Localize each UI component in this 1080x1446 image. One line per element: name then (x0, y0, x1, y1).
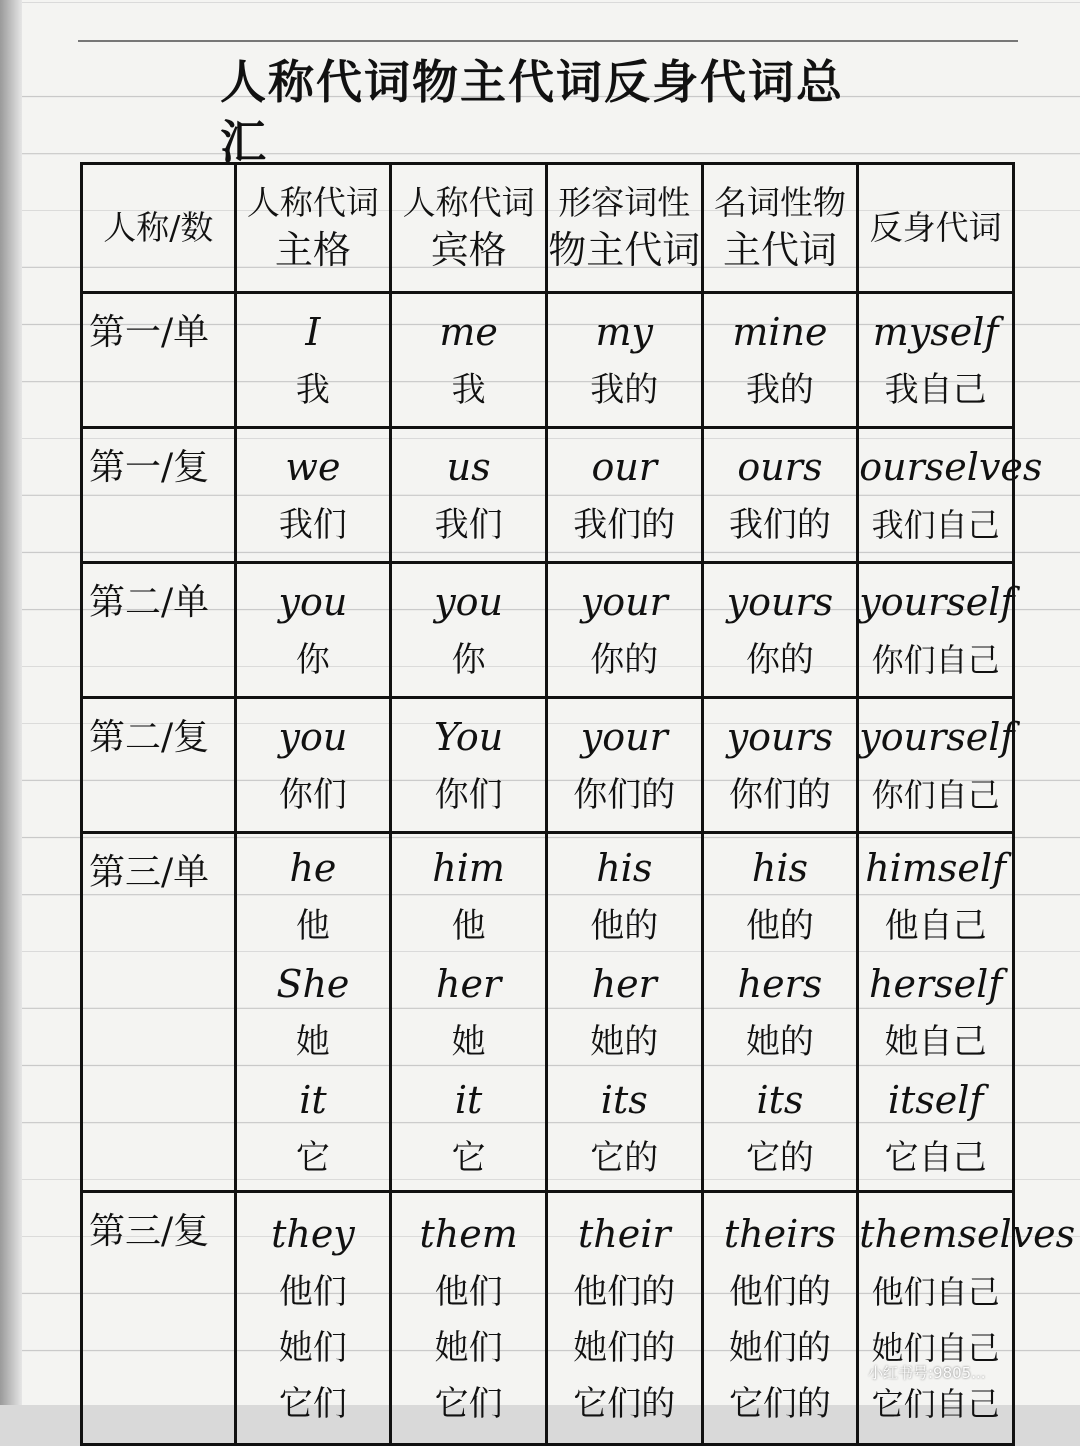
page-binding-edge (0, 0, 22, 1405)
chinese-meaning: 你们自己 (871, 641, 1000, 679)
pronoun-cell (858, 1192, 1076, 1445)
chinese-meaning: 他们自己 (871, 1273, 1000, 1311)
english-pronoun: you (278, 715, 348, 759)
english-pronoun: her (436, 962, 502, 1006)
english-pronoun: you (434, 580, 504, 624)
chinese-meaning: 你们 (434, 775, 503, 815)
header-nominal-possessive (702, 164, 858, 293)
chinese-meaning: 他们 (434, 1272, 503, 1312)
chinese-meaning: 它 (295, 1138, 330, 1178)
chinese-meaning: 你 (451, 640, 486, 680)
header-object-pronoun (391, 164, 547, 293)
chinese-meaning: 他们 (278, 1272, 347, 1312)
header-sublabel: 宾格 (430, 228, 507, 272)
header-reflexive-pronoun (858, 164, 1014, 293)
chinese-meaning: 她们的 (728, 1328, 831, 1368)
english-pronoun: you (278, 580, 348, 624)
chinese-meaning: 他们的 (573, 1272, 676, 1312)
header-row (82, 164, 1014, 293)
pronoun-cell (546, 293, 702, 428)
english-pronoun: they (271, 1212, 355, 1256)
english-pronoun: my (595, 310, 654, 354)
chinese-meaning: 我们的 (573, 505, 676, 545)
english-pronoun: your (580, 580, 668, 624)
pronoun-cell (858, 428, 1043, 563)
english-pronoun: it (454, 1078, 483, 1122)
english-pronoun: itself (887, 1078, 984, 1122)
chinese-meaning: 它们的 (573, 1384, 676, 1424)
pronoun-cell (235, 833, 391, 1192)
pronoun-cell (858, 698, 1014, 833)
english-pronoun: hers (737, 962, 823, 1006)
pronoun-cell (391, 698, 547, 833)
english-pronoun: them (419, 1212, 518, 1256)
pronoun-cell (702, 293, 858, 428)
table-row (82, 293, 1014, 428)
chinese-meaning: 你 (295, 640, 330, 680)
chinese-meaning: 她们自己 (871, 1329, 1000, 1367)
english-pronoun: myself (872, 310, 999, 354)
english-pronoun: his (751, 846, 809, 890)
header-label: 人称代词 (246, 183, 379, 222)
pronoun-cell (546, 698, 702, 833)
chinese-meaning: 他自己 (884, 906, 987, 946)
pronoun-cell (391, 1192, 547, 1445)
chinese-meaning: 我 (451, 370, 486, 410)
english-pronoun: yours (726, 580, 834, 624)
english-pronoun: mine (732, 310, 828, 354)
english-pronoun: You (434, 715, 504, 759)
chinese-meaning: 他们的 (728, 1272, 831, 1312)
chinese-meaning: 它自己 (884, 1138, 987, 1178)
english-pronoun: him (432, 846, 505, 890)
pronoun-cell (391, 293, 547, 428)
chinese-meaning: 我们 (434, 505, 503, 545)
table-row (82, 833, 1014, 1192)
chinese-meaning: 他 (451, 906, 486, 946)
chinese-meaning: 我们自己 (871, 506, 1000, 544)
top-ruled-line (78, 40, 1018, 42)
person-number-cell: 第一/单 (82, 293, 236, 428)
table-body (82, 293, 1076, 1445)
chinese-meaning: 我的 (590, 370, 659, 410)
english-pronoun: me (439, 310, 498, 354)
person-number-cell: 第二/单 (82, 563, 236, 698)
chinese-meaning: 我的 (745, 370, 814, 410)
english-pronoun: yours (726, 715, 834, 759)
pronoun-cell (858, 293, 1014, 428)
chinese-meaning: 我自己 (884, 370, 987, 410)
header-sublabel: 主代词 (722, 228, 837, 272)
pronoun-cell (702, 833, 858, 1192)
chinese-meaning: 他的 (745, 906, 814, 946)
chinese-meaning: 她自己 (884, 1022, 987, 1062)
chinese-meaning: 你的 (590, 640, 659, 680)
english-pronoun: herself (868, 962, 1003, 1006)
english-pronoun: its (756, 1078, 804, 1122)
person-number-cell: 第二/复 (82, 698, 236, 833)
pronoun-cell (235, 563, 391, 698)
header-sublabel: 物主代词 (548, 228, 701, 272)
chinese-meaning: 我 (295, 370, 330, 410)
chinese-meaning: 她们 (278, 1328, 347, 1368)
english-pronoun: her (591, 962, 657, 1006)
chinese-meaning: 她的 (745, 1022, 814, 1062)
pronoun-cell (858, 563, 1014, 698)
english-pronoun: She (276, 962, 350, 1006)
pronoun-cell (858, 833, 1014, 1192)
chinese-meaning: 它们的 (728, 1384, 831, 1424)
english-pronoun: yourself (859, 580, 1015, 624)
english-pronoun: we (285, 445, 341, 489)
chinese-meaning: 它们 (278, 1384, 347, 1424)
table-row (82, 698, 1014, 833)
table-row (82, 1192, 1014, 1445)
english-pronoun: he (289, 846, 337, 890)
chinese-meaning: 她 (295, 1022, 330, 1062)
chinese-meaning: 他 (295, 906, 330, 946)
english-pronoun: our (591, 445, 658, 489)
pronoun-cell (546, 563, 702, 698)
header-label: 人称/数 (103, 208, 214, 247)
english-pronoun: himself (865, 846, 1007, 890)
header-label: 名词性物 (713, 183, 846, 222)
header-adjectival-possessive (546, 164, 702, 293)
pronoun-cell (546, 428, 702, 563)
pronoun-cell (391, 563, 547, 698)
watermark-text: 小红书号:9805... (868, 1364, 986, 1382)
pronoun-cell (546, 1192, 702, 1445)
page-title: 人称代词物主代词反身代词总汇 (220, 55, 844, 169)
header-label: 形容词性 (558, 183, 691, 222)
header-person-number (82, 164, 236, 293)
header-sublabel: 主格 (274, 228, 351, 272)
chinese-meaning: 你的 (745, 640, 814, 680)
chinese-meaning: 你们的 (573, 775, 676, 815)
english-pronoun: themselves (859, 1212, 1076, 1256)
person-number-cell: 第三/复 (82, 1192, 236, 1445)
pronoun-cell (702, 698, 858, 833)
header-subject-pronoun (235, 164, 391, 293)
pronoun-cell (702, 428, 858, 563)
chinese-meaning: 它的 (590, 1138, 659, 1178)
chinese-meaning: 你们自己 (871, 776, 1000, 814)
pronoun-cell (702, 563, 858, 698)
header-label: 人称代词 (402, 183, 535, 222)
chinese-meaning: 她们 (434, 1328, 503, 1368)
chinese-meaning: 我们的 (728, 505, 831, 545)
header-label: 反身代词 (869, 208, 1002, 247)
english-pronoun: their (577, 1212, 671, 1256)
english-pronoun: ourselves (859, 445, 1043, 489)
chinese-meaning: 你们的 (728, 775, 831, 815)
english-pronoun: it (299, 1078, 327, 1122)
pronoun-cell (391, 833, 547, 1192)
pronoun-cell (235, 698, 391, 833)
chinese-meaning: 他的 (590, 906, 659, 946)
pronoun-cell (235, 1192, 391, 1445)
chinese-meaning: 它的 (745, 1138, 814, 1178)
chinese-meaning: 我们 (278, 505, 347, 545)
pronoun-cell (235, 293, 391, 428)
english-pronoun: I (305, 310, 321, 354)
chinese-meaning: 她们的 (573, 1328, 676, 1368)
english-pronoun: us (446, 445, 491, 489)
chinese-meaning: 它 (451, 1138, 486, 1178)
pronoun-table (80, 162, 1076, 1446)
english-pronoun: theirs (723, 1212, 836, 1256)
english-pronoun: your (580, 715, 668, 759)
table-row (82, 428, 1014, 563)
pronoun-cell (702, 1192, 858, 1445)
english-pronoun: ours (737, 445, 823, 489)
chinese-meaning: 她 (451, 1022, 486, 1062)
chinese-meaning: 它们自己 (871, 1385, 1000, 1423)
table-row (82, 563, 1014, 698)
person-number-cell: 第三/单 (82, 833, 236, 1192)
chinese-meaning: 她的 (590, 1022, 659, 1062)
english-pronoun: its (600, 1078, 648, 1122)
person-number-cell: 第一/复 (82, 428, 236, 563)
pronoun-cell (546, 833, 702, 1192)
english-pronoun: yourself (859, 715, 1015, 759)
chinese-meaning: 你们 (278, 775, 347, 815)
pronoun-cell (391, 428, 547, 563)
chinese-meaning: 它们 (434, 1384, 503, 1424)
pronoun-cell (235, 428, 391, 563)
pronoun-table-wrapper (80, 162, 1076, 1446)
english-pronoun: his (596, 846, 653, 890)
